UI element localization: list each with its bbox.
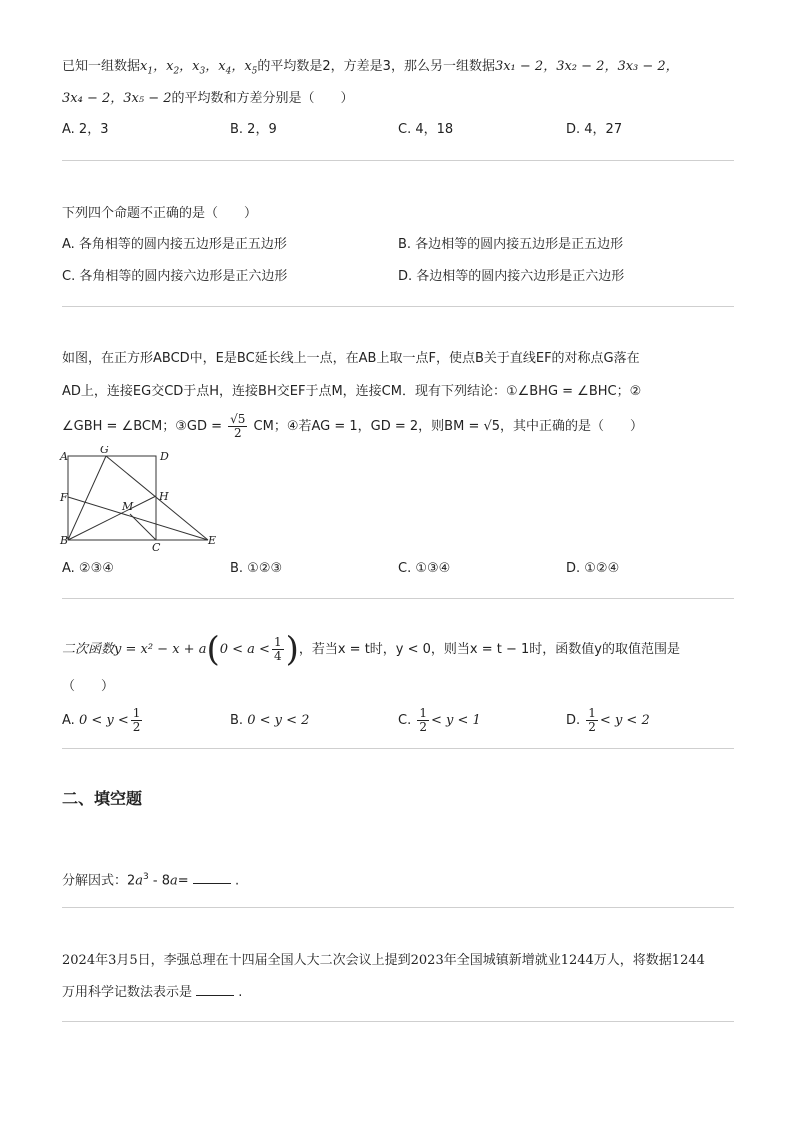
q5-line: 分解因式：$2a^3 - 8a=$ . [62,872,240,889]
q3-line1: 如图，在正方形ABCD中，E是BC延长线上一点，在AB上取一点F，使点B关于直线EF的对称点G落在 [62,351,640,366]
q4-option-a[interactable]: A. 0 < y < $\frac{1}{2}$ [62,706,141,734]
q3-line2: AD上，连接EG交CD于点H，连接BH交EF于点M，连接CM．现有下列结论：①∠BHG = ∠BHC；② [62,384,642,399]
q2-option-d[interactable]: D. 各边相等的圆内接六边形是正六边形 [398,269,625,284]
q4-option-c[interactable]: C. $\frac{1}{2}$ < y < 1 [398,706,481,734]
q1-option-c[interactable]: C. 4，18 [398,122,454,137]
q6-line1: 2024年3月5日，李强总理在十四届全国人大二次会议上提到2023年全国城镇新增就业1244万人，将数据1244 [62,953,705,968]
q1-vars: $x_1$，$x_2$，$x_3$，$x_4$，$x_5$ [140,59,258,77]
divider [62,160,734,161]
label-f: F [60,491,68,504]
answer-blank[interactable] [196,983,234,996]
divider [62,907,734,908]
label-a: A [60,450,68,463]
q2-stem: 下列四个命题不正确的是（ ） [62,206,258,221]
q3-option-b[interactable]: B. ①②③ [230,561,283,576]
label-c: C [152,541,161,554]
q6-line2: 万用科学记数法表示是 . [62,985,243,1000]
q2-option-c[interactable]: C. 各角相等的圆内接六边形是正六边形 [62,269,288,284]
q3-option-d[interactable]: D. ①②④ [566,561,620,576]
q1-line1: 已知一组数据$x_1$，$x_2$，$x_3$，$x_4$，$x_5$的平均数是2，方差是3，那么另一组数据3x₁ − 2，3x₂ − 2，3x₃ − 2， [62,59,679,77]
q4-option-d[interactable]: D. $\frac{1}{2}$ < y < 2 [566,706,650,734]
q2-option-b[interactable]: B. 各边相等的圆内接五边形是正五边形 [398,237,624,252]
q3-option-c[interactable]: C. ①③④ [398,561,451,576]
q4-line1: 二次函数y = x² − x + a(0 < a < $\frac{1}{4}$ )，若当x = t时，y < 0，则当x = t − 1时，函数值y的取值范围是 [62,629,680,670]
divider [62,748,734,749]
q4-line2: （ ） [62,679,115,694]
q1-option-a[interactable]: A. 2，3 [62,122,109,137]
q1-line2: 3x₄ − 2，3x₅ − 2的平均数和方差分别是（ ） [62,91,354,106]
q3-line3: ∠GBH = ∠BCM；③GD = $\frac{√5}{2}$ CM；④若AG = 1，GD = 2，则BM = √5，其中正确的是（ ） [62,412,644,440]
label-g: G [100,446,109,456]
q1-option-d[interactable]: D. 4，27 [566,122,623,137]
q3-option-a[interactable]: A. ②③④ [62,561,114,576]
label-h: H [159,490,169,503]
section-title: 二、填空题 [62,789,143,808]
label-d: D [160,450,169,463]
q4-option-b[interactable]: B. 0 < y < 2 [230,713,310,728]
label-m: M [122,500,134,513]
divider [62,598,734,599]
answer-blank[interactable] [193,871,231,884]
label-e: E [208,534,217,547]
label-b: B [60,534,69,547]
geometry-figure [58,446,228,554]
fraction: $\frac{√5}{2}$ [230,412,246,440]
divider [62,306,734,307]
divider [62,1021,734,1022]
fraction: $\frac{1}{4}$ [273,635,282,663]
q1-option-b[interactable]: B. 2，9 [230,122,277,137]
q2-option-a[interactable]: A. 各角相等的圆内接五边形是正五边形 [62,237,287,252]
